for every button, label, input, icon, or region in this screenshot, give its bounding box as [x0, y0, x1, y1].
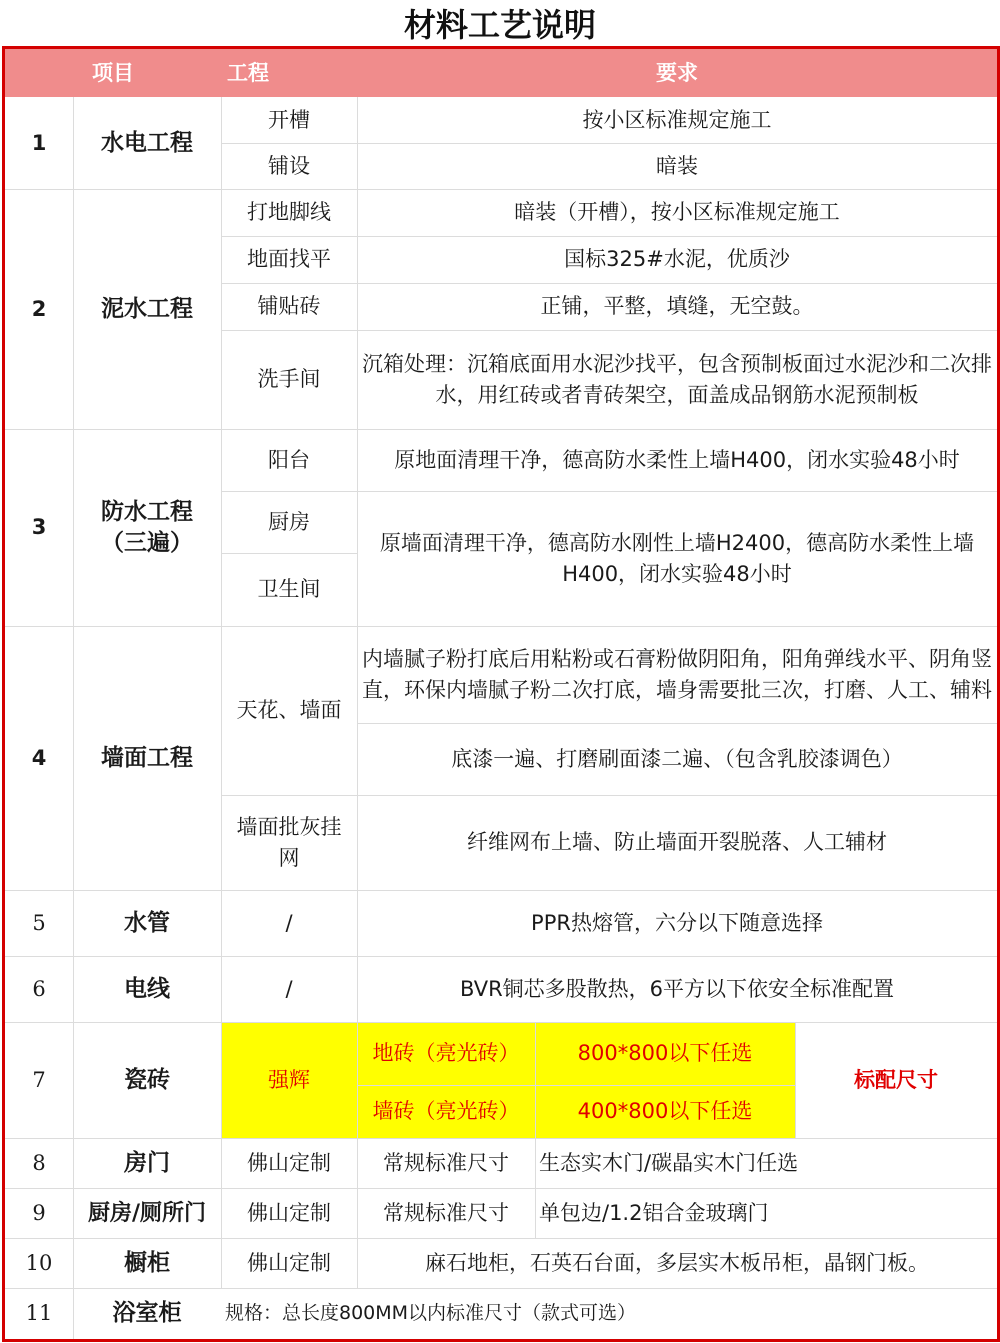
row-number: 6 — [32, 976, 46, 1001]
row-requirement: 暗装 — [656, 153, 698, 178]
header-item: 项目 — [5, 49, 221, 97]
row-subproject: 开槽 — [268, 107, 310, 132]
row-maker: 佛山定制 — [247, 1250, 331, 1275]
row-category: 房门 — [124, 1149, 170, 1176]
grid-line — [5, 1138, 997, 1139]
row-number: 10 — [25, 1250, 53, 1275]
row-subproject: 地面找平 — [247, 247, 331, 271]
header-project: 工程 — [221, 49, 357, 97]
grid-line — [5, 890, 997, 891]
row-requirement: 暗装（开槽），按小区标准规定施工 — [514, 200, 840, 224]
row-category: 墙面工程 — [101, 744, 193, 771]
row-subproject: 打地脚线 — [247, 200, 331, 224]
grid-line — [535, 1022, 536, 1188]
grid-line — [221, 143, 997, 144]
row-spec: 常规标准尺寸 — [383, 1150, 509, 1175]
row-subproject: 墙面批灰挂网 — [236, 814, 342, 870]
row-number: 1 — [31, 130, 47, 155]
grid-line — [357, 723, 997, 724]
row-requirement: 内墙腻子粉打底后用粘粉或石膏粉做阴阳角，阳角弹线水平、阴角竖直，环保内墙腻子粉二次打底，墙身需要批三次，打磨、人工、辅料 — [362, 646, 992, 702]
row-category: 水电工程 — [101, 129, 193, 156]
row-category: 水管 — [124, 909, 170, 936]
grid-line — [357, 1138, 358, 1288]
grid-line — [535, 1188, 536, 1238]
grid-line — [221, 97, 222, 1288]
grid-line — [5, 189, 997, 190]
grid-line — [221, 236, 997, 237]
row-requirement: 规格：总长度800MM以内标准尺寸（款式可选） — [225, 1302, 637, 1324]
grid-line — [221, 330, 997, 331]
grid-line — [221, 283, 997, 284]
tile-size: 400*800以下任选 — [535, 1085, 795, 1138]
row-requirement: PPR热熔管，六分以下随意选择 — [531, 910, 823, 935]
row-requirement: 正铺，平整，填缝，无空鼓。 — [540, 294, 814, 318]
grid-line — [73, 97, 74, 1339]
grid-line — [221, 795, 997, 796]
spec-table — [5, 49, 997, 1339]
grid-line — [5, 1238, 997, 1239]
row-number: 7 — [32, 1067, 46, 1092]
row-number: 4 — [31, 745, 47, 770]
row-requirement: 按小区标准规定施工 — [582, 107, 772, 132]
grid-line — [5, 1288, 997, 1289]
grid-line — [5, 1022, 997, 1023]
row-number: 5 — [32, 910, 46, 935]
row-requirement: 原地面清理干净，德高防水柔性上墙H400，闭水实验48小时 — [394, 447, 960, 472]
row-requirement: 生态实木门/碳晶实木门任选 — [539, 1150, 799, 1175]
grid-line — [357, 1085, 795, 1086]
tile-brand: 强辉 — [221, 1022, 357, 1138]
row-subproject: / — [285, 976, 293, 1001]
row-category: 防水工程（三遍） — [101, 498, 193, 556]
row-requirement: 沉箱处理：沉箱底面用水泥沙找平，包含预制板面过水泥沙和二次排水，用红砖或者青砖架空，面盖成品钢筋水泥预制板 — [362, 351, 992, 407]
row-category: 浴室柜 — [112, 1300, 182, 1326]
row-requirement: 麻石地柜，石英石台面，多层实木板吊柜，晶钢门板。 — [425, 1250, 929, 1275]
row-subproject: 天花、墙面 — [236, 698, 342, 722]
row-number: 11 — [25, 1301, 53, 1325]
grid-line — [221, 491, 997, 492]
row-number: 2 — [31, 296, 47, 321]
row-subproject: 铺设 — [268, 153, 310, 178]
row-category: 电线 — [124, 975, 170, 1002]
row-requirement: 单包边/1.2铝合金玻璃门 — [539, 1200, 769, 1225]
grid-line — [5, 956, 997, 957]
row-category: 厨房/厕所门 — [87, 1200, 207, 1226]
row-category: 泥水工程 — [101, 295, 193, 322]
row-category: 橱柜 — [124, 1249, 170, 1276]
row-requirement: 纤维网布上墙、防止墙面开裂脱落、人工辅材 — [467, 830, 887, 854]
spec-table-frame — [2, 46, 1000, 1342]
tile-note: 标配尺寸 — [854, 1067, 938, 1092]
grid-line — [5, 429, 997, 430]
row-maker: 佛山定制 — [247, 1200, 331, 1225]
row-subproject: / — [285, 910, 293, 935]
row-spec: 常规标准尺寸 — [383, 1200, 509, 1225]
row-subproject: 铺贴砖 — [257, 294, 321, 318]
row-requirement: 国标325#水泥，优质沙 — [564, 247, 790, 271]
grid-line — [5, 626, 997, 627]
grid-line — [357, 97, 358, 1138]
grid-line — [221, 553, 357, 554]
row-maker: 佛山定制 — [247, 1150, 331, 1175]
row-number: 8 — [32, 1150, 46, 1175]
page-title: 材料工艺说明 — [403, 6, 596, 44]
row-requirement: 原墙面清理干净，德高防水刚性上墙H2400，德高防水柔性上墙H400，闭水实验48小时 — [379, 530, 975, 586]
row-category: 瓷砖 — [124, 1066, 170, 1093]
tile-size: 800*800以下任选 — [535, 1022, 795, 1085]
row-number: 9 — [32, 1200, 46, 1225]
row-subproject: 厨房 — [268, 509, 310, 534]
row-subproject: 阳台 — [268, 447, 310, 472]
row-subproject: 卫生间 — [257, 577, 321, 601]
tile-type: 地砖（亮光砖） — [357, 1022, 535, 1085]
row-number: 3 — [31, 515, 47, 539]
grid-line — [795, 1022, 796, 1138]
row-requirement: BVR铜芯多股散热，6平方以下依安全标准配置 — [459, 976, 895, 1001]
tile-type: 墙砖（亮光砖） — [357, 1085, 535, 1138]
row-requirement: 底漆一遍、打磨刷面漆二遍、（包含乳胶漆调色） — [451, 746, 903, 771]
header-requirement: 要求 — [357, 49, 997, 97]
grid-line — [5, 1188, 997, 1189]
row-subproject: 洗手间 — [257, 367, 321, 391]
